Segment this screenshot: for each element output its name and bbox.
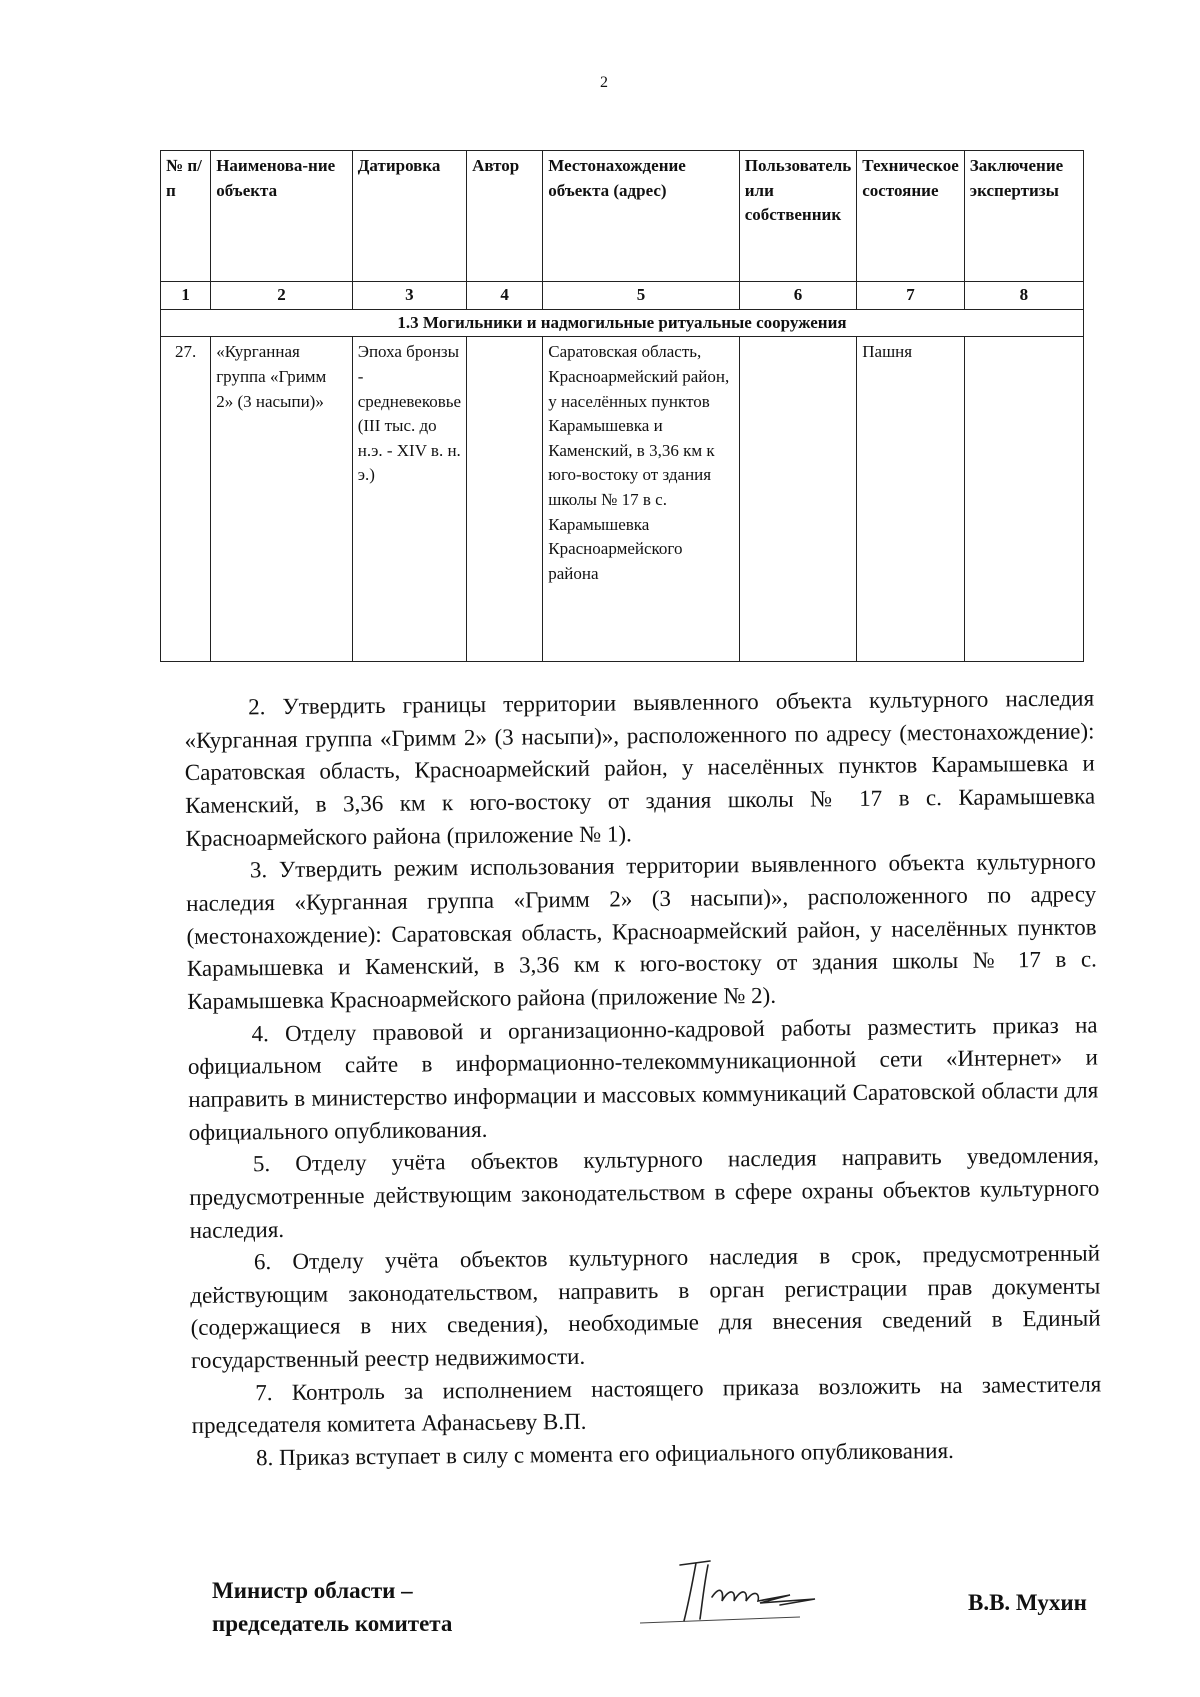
paragraph-6: 6. Отделу учёта объектов культурного наследия в срок, предусмотренный действующим законодательством, направить в орган регистрации прав документы (содержащиеся в них сведения), необходимые для внесения сведений в Единый государственный реестр недвижимости. bbox=[190, 1240, 1101, 1374]
paragraph-2: 2. Утвердить границы территории выявленного объекта культурного наследия «Курганная группа «Гримм 2» (3 насыпи)», расположенного по адресу (местонахождение): Саратовская область, Красноармейский район, у населённых пунктов Карамышевка и Каменский, в 3,36 км к юго-востоку от здания школы № 17 в с. Карамышевка Красноармейского района (приложение № 1). bbox=[184, 685, 1096, 851]
signer-name: В.В. Мухин bbox=[968, 1590, 1087, 1615]
row-address: Саратовская область, Красноармейский район, у населённых пунктов Карамышевка и Каменский, в 3,36 км к юго-востоку от здания школы № 17 в с. Карамышевка Красноармейского района bbox=[543, 337, 740, 662]
row-expertise bbox=[964, 337, 1083, 662]
column-number-row bbox=[161, 282, 1084, 310]
row-condition: Пашня bbox=[857, 337, 965, 662]
header-expertise: Заключение экспертизы bbox=[964, 151, 1083, 282]
signer-position bbox=[212, 1574, 452, 1641]
column-number: 7 bbox=[857, 282, 965, 310]
section-title: 1.3 Могильники и надмогильные ритуальные сооружения bbox=[161, 309, 1084, 337]
header-address: Местонахождение объекта (адрес) bbox=[543, 151, 740, 282]
objects-table bbox=[160, 150, 1084, 662]
paragraph-4: 4. Отделу правовой и организационно-кадровой работы разместить приказ на официальном сайте в информационно-телекоммуникационной сети «Интернет» и направить в министерство информации и массовых коммуникаций Саратовской области для официального опубликования. bbox=[187, 1012, 1099, 1145]
position-line-1: Министр области – bbox=[212, 1578, 413, 1603]
header-name: Наименова-ние объекта bbox=[211, 151, 353, 282]
section-row bbox=[161, 309, 1084, 337]
paragraph-5: 5. Отделу учёта объектов культурного наследия направить уведомления, предусмотренные действующим законодательством в сфере охраны объектов культурного наследия. bbox=[189, 1142, 1100, 1243]
paragraph-3: 3. Утвердить режим использования территории выявленного объекта культурного наследия «Курганная группа «Гримм 2» (3 насыпи)», расположенного по адресу (местонахождение): Саратовская область, Красноармейский район, у населённых пунктов Карамышевка и Каменский, в 3,36 км к юго-востоку от здания школы № 17 в с. Карамышевка Красноармейского района (приложение № 2). bbox=[186, 848, 1097, 1014]
table-row bbox=[161, 337, 1084, 662]
header-num: № п/п bbox=[161, 151, 211, 282]
column-number: 4 bbox=[467, 282, 543, 310]
row-author bbox=[467, 337, 543, 662]
paragraph-7: 7. Контроль за исполнением настоящего приказа возложить на заместителя председателя комитета Афанасьеву В.П. bbox=[191, 1371, 1102, 1439]
position-line-2: председатель комитета bbox=[212, 1611, 453, 1637]
paragraph-8: 8. Приказ вступает в силу с момента его официального опубликования. bbox=[255, 1438, 954, 1471]
column-number: 2 bbox=[211, 282, 353, 310]
handwritten-signature bbox=[640, 1545, 880, 1625]
row-name: «Курганная группа «Гримм 2» (3 насыпи)» bbox=[211, 337, 353, 662]
row-dating: Эпоха бронзы - средневековье (III тыс. до н.э. - XIV в. н. э.) bbox=[352, 337, 466, 662]
column-number: 1 bbox=[161, 282, 211, 310]
row-num: 27. bbox=[161, 337, 211, 662]
header-author: Автор bbox=[467, 151, 543, 282]
column-number: 6 bbox=[739, 282, 857, 310]
header-dating: Датировка bbox=[352, 151, 466, 282]
column-number: 8 bbox=[964, 282, 1083, 310]
header-owner: Пользователь или собственник bbox=[739, 151, 857, 282]
table-header-row bbox=[161, 151, 1084, 282]
page-number: 2 bbox=[600, 74, 608, 91]
order-text bbox=[184, 682, 1102, 1475]
row-owner bbox=[739, 337, 857, 662]
column-number: 3 bbox=[352, 282, 466, 310]
header-condition: Техническое состояние bbox=[857, 151, 965, 282]
column-number: 5 bbox=[543, 282, 740, 310]
